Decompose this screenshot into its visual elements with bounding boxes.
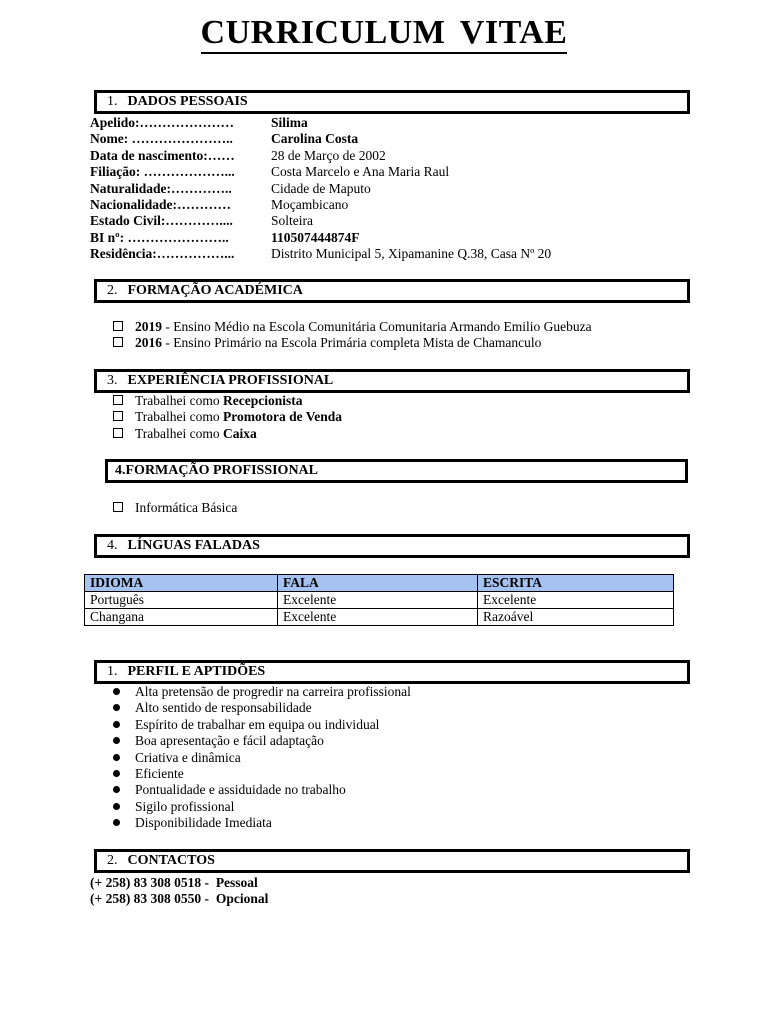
- contact-number: (+ 258) 83 308 0550 -: [90, 891, 216, 907]
- personal-value: Costa Marcelo e Ana Maria Raul: [271, 164, 450, 180]
- list-item: [113, 684, 411, 700]
- section-header-formacao-profissional: [105, 459, 688, 483]
- personal-value: Solteira: [271, 213, 313, 229]
- table-row: [85, 609, 674, 626]
- contacts-list: [90, 875, 268, 908]
- academic-text: - Ensino Primário na Escola Primária completa Mista de Chamanculo: [162, 335, 542, 351]
- experience-role: Recepcionista: [223, 393, 303, 408]
- checkbox-bullet-icon: [113, 411, 123, 421]
- checkbox-bullet-icon: [113, 321, 123, 331]
- list-item: [113, 500, 237, 516]
- contact-row: [90, 891, 268, 907]
- experience-list: [113, 393, 342, 442]
- checkbox-bullet-icon: [113, 395, 123, 405]
- personal-label: BI nº: …………………..: [90, 229, 229, 245]
- academic-text: - Ensino Médio na Escola Comunitária Comunitaria Armando Emilio Guebuza: [162, 319, 592, 334]
- profile-text: Criativa e dinâmica: [135, 749, 241, 765]
- list-item: [113, 393, 342, 409]
- section-title: LÍNGUAS FALADAS: [127, 538, 260, 553]
- list-item: [113, 409, 342, 425]
- personal-value: Silima: [271, 115, 308, 130]
- section-number: 3.: [107, 373, 118, 388]
- table-cell: Excelente: [478, 592, 674, 609]
- list-item: [113, 335, 592, 351]
- section-number: 1.: [107, 94, 118, 109]
- section-title: CONTACTOS: [127, 853, 215, 868]
- personal-label: Nacionalidade:…………: [90, 196, 232, 212]
- personal-value: Cidade de Maputo: [271, 180, 371, 196]
- table-cell: Razoável: [478, 609, 674, 626]
- section-header-dados-pessoais: [94, 90, 690, 114]
- profile-text: Sigilo profissional: [135, 798, 235, 814]
- profile-text: Eficiente: [135, 765, 184, 781]
- experience-role: Caixa: [223, 425, 257, 441]
- profile-text: Boa apresentação e fácil adaptação: [135, 733, 324, 749]
- section-title: FORMAÇÃO PROFISSIONAL: [125, 463, 319, 478]
- list-item: [113, 799, 411, 815]
- bullet-icon: [113, 688, 120, 695]
- table-header-row: [85, 575, 674, 592]
- profile-list: [113, 684, 411, 832]
- table-header: IDIOMA: [85, 575, 278, 592]
- personal-label: Filiação: ………………...: [90, 164, 235, 180]
- section-title: PERFIL E APTIDÕES: [127, 664, 266, 679]
- section-header-contactos: [94, 849, 690, 873]
- training-list: [113, 500, 237, 516]
- checkbox-bullet-icon: [113, 337, 123, 347]
- personal-label: Naturalidade:…………..: [90, 180, 232, 196]
- list-item: [113, 319, 592, 335]
- list-item: [113, 815, 411, 831]
- section-header-experiencia: [94, 369, 690, 393]
- bullet-icon: [113, 803, 120, 810]
- section-number: 2.: [107, 853, 118, 868]
- personal-label: Apelido:…………………: [90, 115, 235, 130]
- personal-value: 110507444874F: [271, 229, 360, 245]
- profile-text: Alta pretensão de progredir na carreira profissional: [135, 684, 411, 699]
- bullet-icon: [113, 770, 120, 777]
- contact-type: Pessoal: [215, 875, 258, 890]
- profile-text: Espírito de trabalhar em equipa ou individual: [135, 716, 380, 732]
- table-cell: Excelente: [278, 592, 478, 609]
- table-cell: Excelente: [278, 609, 478, 626]
- contact-number: (+ 258) 83 308 0518 -: [90, 875, 216, 890]
- languages-table: [84, 574, 674, 626]
- bullet-icon: [113, 737, 120, 744]
- section-title: FORMAÇÃO ACADÉMICA: [127, 283, 303, 298]
- bullet-icon: [113, 754, 120, 761]
- table-header: FALA: [278, 575, 478, 592]
- contact-row: [90, 875, 268, 891]
- bullet-icon: [113, 721, 120, 728]
- personal-label: Nome: …………………..: [90, 131, 233, 147]
- list-item: [113, 700, 411, 716]
- bullet-icon: [113, 819, 120, 826]
- personal-value: 28 de Março de 2002: [271, 147, 386, 163]
- list-item: [113, 717, 411, 733]
- training-text: Informática Básica: [135, 500, 238, 515]
- experience-prefix: Trabalhei como: [135, 393, 223, 408]
- section-title: DADOS PESSOAIS: [127, 94, 248, 109]
- experience-prefix: Trabalhei como: [135, 425, 223, 441]
- profile-text: Alto sentido de responsabilidade: [135, 700, 312, 716]
- section-number: 4.: [115, 463, 126, 478]
- academic-list: [113, 319, 592, 352]
- personal-label: Data de nascimento:……: [90, 147, 235, 163]
- academic-year: 2016: [135, 335, 162, 351]
- section-header-perfil: [94, 660, 690, 684]
- table-cell: Changana: [85, 609, 278, 626]
- document-title-wrap: [0, 14, 768, 52]
- bullet-icon: [113, 786, 120, 793]
- table-header: ESCRITA: [478, 575, 674, 592]
- list-item: [113, 782, 411, 798]
- checkbox-bullet-icon: [113, 428, 123, 438]
- table-cell: Português: [85, 592, 278, 609]
- list-item: [113, 750, 411, 766]
- list-item: [113, 733, 411, 749]
- document-title: CURRICULUM VITAE: [201, 14, 568, 54]
- personal-label: Estado Civil:…………....: [90, 213, 233, 229]
- section-header-formacao-academica: [94, 279, 690, 303]
- profile-text: Pontualidade e assiduidade no trabalho: [135, 782, 346, 798]
- section-number: 2.: [107, 283, 118, 298]
- contact-type: Opcional: [215, 891, 269, 907]
- list-item: [113, 426, 342, 442]
- academic-year: 2019: [135, 319, 162, 334]
- bullet-icon: [113, 704, 120, 711]
- personal-value: Carolina Costa: [271, 131, 359, 147]
- experience-prefix: Trabalhei como: [135, 409, 223, 425]
- section-number: 4.: [107, 538, 118, 553]
- personal-label: Residência:……………...: [90, 246, 235, 262]
- profile-text: Disponibilidade Imediata: [135, 815, 272, 831]
- list-item: [113, 766, 411, 782]
- section-number: 1.: [107, 664, 118, 679]
- experience-role: Promotora de Venda: [223, 409, 343, 425]
- checkbox-bullet-icon: [113, 502, 123, 512]
- personal-value: Distrito Municipal 5, Xipamanine Q.38, Casa Nº 20: [271, 246, 552, 262]
- personal-value: Moçambicano: [271, 196, 349, 212]
- table-row: [85, 592, 674, 609]
- section-header-linguas: [94, 534, 690, 558]
- section-title: EXPERIÊNCIA PROFISSIONAL: [127, 373, 334, 388]
